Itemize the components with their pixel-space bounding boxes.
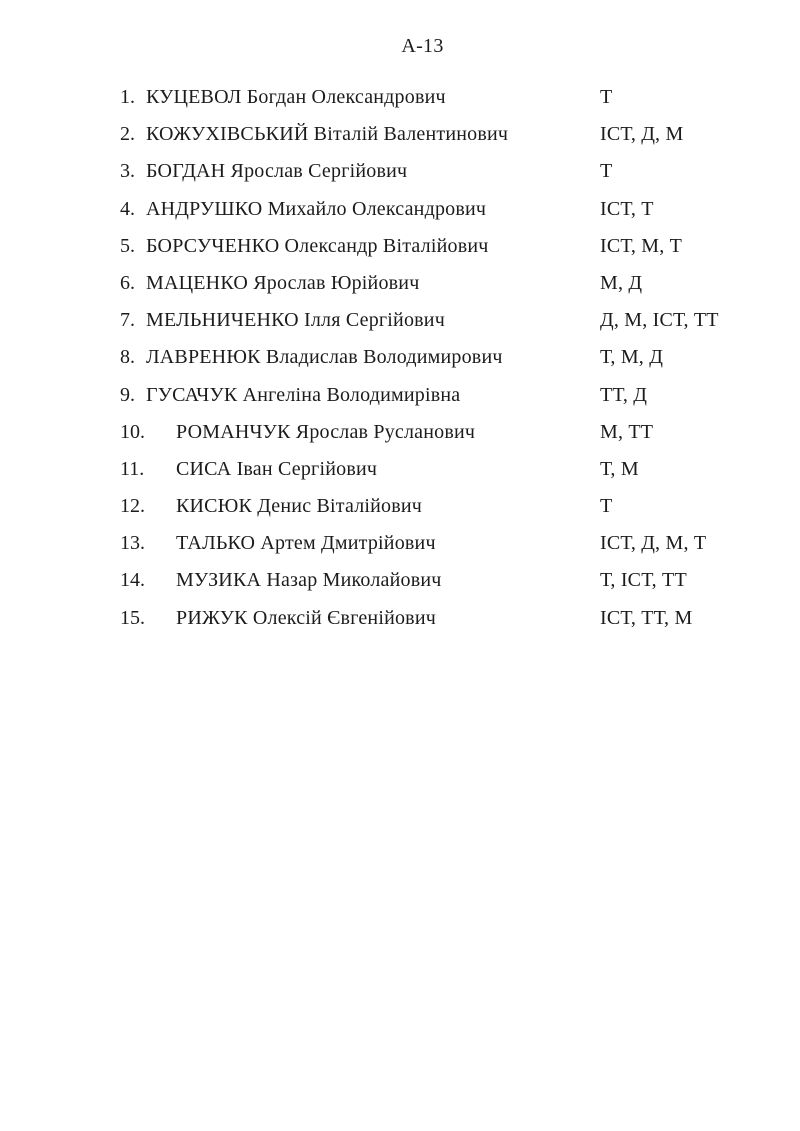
item-number: 15. [120, 606, 145, 629]
person-name: РОМАНЧУК Ярослав Русланович [176, 420, 476, 443]
item-codes: Д, М, ІСТ, ТТ [600, 309, 719, 332]
item-number: 8. [120, 346, 135, 369]
item-codes: ІСТ, Д, М [600, 123, 684, 146]
item-number: 14. [120, 569, 145, 592]
item-number: 10. [120, 420, 145, 443]
item-number: 7. [120, 309, 135, 332]
item-codes: ТТ, Д [600, 383, 648, 406]
item-number: 2. [120, 123, 135, 146]
person-name: АНДРУШКО Михайло Олександрович [146, 197, 487, 220]
person-name: КОЖУХІВСЬКИЙ Віталій Валентинович [146, 123, 509, 146]
list-item [0, 525, 800, 562]
item-number: 12. [120, 495, 145, 518]
person-name: РИЖУК Олексій Євгенійович [176, 606, 436, 629]
item-codes: ІСТ, Д, М, Т [600, 532, 707, 555]
person-name: БОГДАН Ярослав Сергійович [146, 160, 408, 183]
item-codes: Т, М, Д [600, 346, 664, 369]
list-item [0, 116, 800, 153]
person-name: БОРСУЧЕНКО Олександр Віталійович [146, 234, 489, 257]
item-number: 1. [120, 86, 135, 108]
item-number: 5. [120, 234, 135, 257]
person-name: МАЦЕНКО Ярослав Юрійович [146, 271, 420, 294]
list-item [0, 79, 800, 116]
item-codes: ІСТ, ТТ, М [600, 606, 693, 629]
page-header-number: А-13 [401, 35, 444, 57]
item-number: 9. [120, 383, 135, 406]
person-name: КУЦЕВОЛ Богдан Олександрович [146, 86, 446, 108]
item-number: 4. [120, 197, 135, 220]
item-codes: ІСТ, М, Т [600, 234, 683, 257]
item-codes: Т [600, 160, 613, 183]
person-name: МУЗИКА Назар Миколайович [176, 569, 442, 592]
item-codes: Т, ІСТ, ТТ [600, 569, 687, 592]
list-item [0, 562, 800, 599]
list-item [0, 302, 800, 339]
person-name: МЕЛЬНИЧЕНКО Ілля Сергійович [146, 309, 445, 332]
item-codes: ІСТ, Т [600, 197, 654, 220]
list-item [0, 600, 800, 637]
person-name: ТАЛЬКО Артем Дмитрійович [176, 532, 436, 555]
item-codes: Т, М [600, 457, 639, 480]
person-name: СИСА Іван Сергійович [176, 457, 378, 480]
list-item [0, 153, 800, 190]
list-item [0, 488, 800, 525]
item-codes: Т [600, 86, 613, 108]
item-number: 13. [120, 532, 145, 555]
person-name: ГУСАЧУК Ангеліна Володимирівна [146, 383, 461, 406]
item-codes: М, Д [600, 271, 643, 294]
list-item [0, 191, 800, 228]
list-item [0, 451, 800, 488]
list-item [0, 228, 800, 265]
item-number: 6. [120, 271, 135, 294]
item-codes: Т [600, 495, 613, 518]
personnel-list [0, 79, 800, 637]
list-item [0, 414, 800, 451]
list-item [0, 377, 800, 414]
item-number: 3. [120, 160, 135, 183]
person-name: ЛАВРЕНЮК Владислав Володимирович [146, 346, 503, 369]
item-codes: М, ТТ [600, 420, 654, 443]
list-item [0, 339, 800, 376]
list-item [0, 265, 800, 302]
item-number: 11. [120, 457, 145, 480]
person-name: КИСЮК Денис Віталійович [176, 495, 423, 518]
